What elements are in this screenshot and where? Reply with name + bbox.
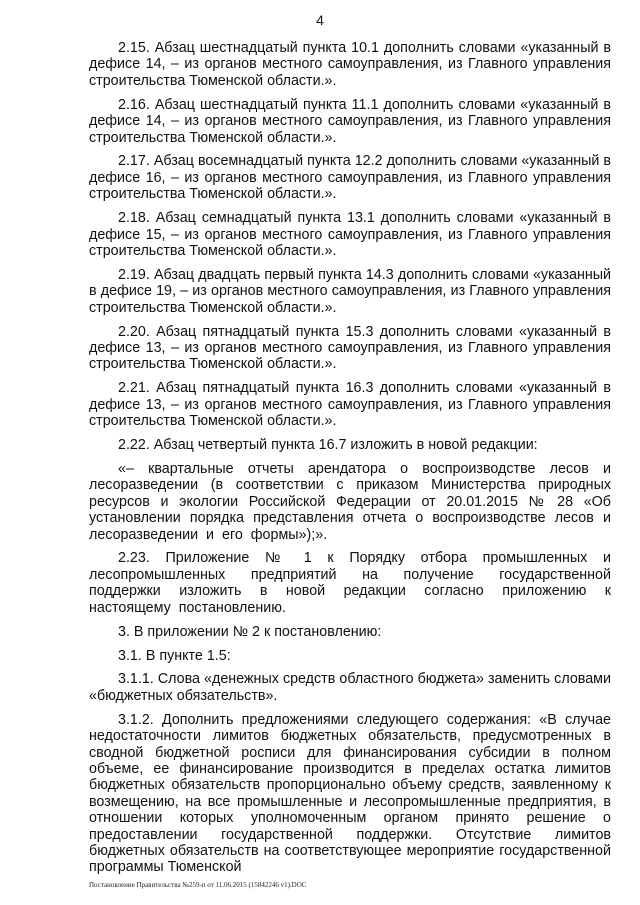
paragraph-2-18: 2.18. Абзац семнадцатый пункта 13.1 дополнить словами «указанный в дефисе 15, – из органов местного самоуправления, из Главного управления строительства Тюменской области.». [89,210,611,259]
paragraph-3: 3. В приложении № 2 к постановлению: [118,623,382,640]
paragraph-2-20: 2.20. Абзац пятнадцатый пункта 15.3 дополнить словами «указанный в дефисе 13, – из органов местного самоуправления, из Главного управления строительства Тюменской области.». [89,323,611,373]
paragraph-2-15: 2.15. Абзац шестнадцатый пункта 10.1 дополнить словами «указанный в дефисе 14, – из органов местного самоуправления, из Главного управления строительства Тюменской области.». [89,40,611,89]
paragraph-2-21: 2.21. Абзац пятнадцатый пункта 16.3 дополнить словами «указанный в дефисе 13, – из органов местного самоуправления, из Главного управления строительства Тюменской области.». [89,380,611,430]
paragraph-2-23: 2.23. Приложение № 1 к Порядку отбора промышленных и лесопромышленных предприятий на получение государственной поддержки изложить в новой редакции согласно приложению к настоящему постановлению. [89,550,611,616]
paragraph-2-16: 2.16. Абзац шестнадцатый пункта 11.1 дополнить словами «указанный в дефисе 14, – из органов местного самоуправления, из Главного управления строительства Тюменской области.». [89,96,611,146]
paragraph-2-19: 2.19. Абзац двадцать первый пункта 14.3 дополнить словами «указанный в дефисе 19, – из органов местного самоуправления, из Главного управления строительства Тюменской области.». [89,266,611,316]
document-footer: Постановление Правительства №259-п от 11.06.2015 (15842246 v1).DOC [89,881,307,889]
paragraph-3-1-1: 3.1.1. Слова «денежных средств областного бюджета» заменить словами «бюджетных обязательств». [89,671,611,704]
document-body [89,40,611,883]
paragraph-3-1-2: 3.1.2. Дополнить предложениями следующего содержания: «В случае недостаточности лимитов бюджетных обязательств, предусмотренных в сводной бюджетной росписи для финансирования субсидии в полном объеме, ее финансирование производится в пределах остатка лимитов бюджетных обязательств пропорционально объему средств, заявленному к возмещению, на все промышленные и лесопромышленные предприятия, в отношении которых уполномоченным органом принято решение о предоставлении государственной поддержки. Отсутствие лимитов бюджетных обязательств на соответствующее мероприятие государственной программы Тюменской [89,711,611,876]
paragraph-2-17: 2.17. Абзац восемнадцатый пункта 12.2 дополнить словами «указанный в дефисе 16, – из органов местного самоуправления, из Главного управления строительства Тюменской области.». [89,153,611,203]
paragraph-3-1: 3.1. В пункте 1.5: [118,647,231,664]
page-number: 4 [316,12,324,28]
paragraph-2-22: 2.22. Абзац четвертый пункта 16.7 изложить в новой редакции: [118,437,538,454]
paragraph-quote-forest-reports: «– квартальные отчеты арендатора о воспроизводстве лесов и лесоразведении (в соответствии с приказом Министерства природных ресурсов и экологии Российской Федерации от 20.01.2015 № 28 «Об установлении порядка представления отчета о воспроизводстве лесов и лесоразведении и его формы»);». [89,460,611,543]
